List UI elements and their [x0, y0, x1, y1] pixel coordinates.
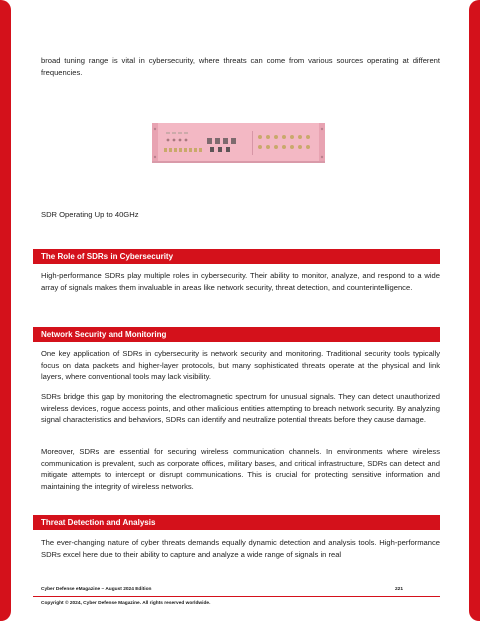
sdr-device-image — [152, 123, 325, 163]
section-paragraph: Moreover, SDRs are essential for securing wireless communication channels. In environments where wireless communication is prevalent, such as corporate offices, military bases, and critical infrastructure, SDRs can detect and mitigate attempts to intercept or disrupt communications. This is crucial for protecting sensitive information and maintaining the integrity of wireless networks. — [41, 447, 440, 491]
section-paragraph: SDRs bridge this gap by monitoring the electromagnetic spectrum for unusual signals. They can detect unauthorized wireless devices, rogue access points, and other malicious entities attempting to breach network security. By analyzing signal characteristics and behaviors, SDRs can identify and neutralize potential threats before they cause damage. — [41, 392, 440, 425]
left-page-edge — [0, 0, 11, 621]
figure-caption: SDR Operating Up to 40GHz — [41, 210, 139, 219]
footer-page-number: 221 — [395, 587, 404, 592]
section-heading-network-security: Network Security and Monitoring — [33, 327, 440, 342]
right-page-edge — [469, 0, 480, 621]
section-paragraph: One key application of SDRs in cybersecurity is network security and monitoring. Traditional security tools typically focus on data packets and higher-layer protocols, but many sophisticated threats operate at the physical and link layers, where conventional tools may lack visibility. — [41, 349, 440, 382]
section-paragraph: The ever-changing nature of cyber threats demands equally dynamic detection and analysis tools. High-performance SDRs excel here due to their ability to capture and analyze a wide range of signals in real — [41, 538, 440, 559]
section-heading-threat-detection: Threat Detection and Analysis — [33, 515, 440, 530]
footer-copyright: Copyright © 2024, Cyber Defense Magazine. All rights reserved worldwide. — [41, 601, 211, 606]
section-paragraph: High-performance SDRs play multiple roles in cybersecurity. Their ability to monitor, analyze, and respond to a wide array of signals makes them invaluable in areas like network security, threat detection, and counterintelligence. — [41, 271, 440, 292]
footer-divider — [33, 596, 440, 597]
footer-publication: Cyber Defense eMagazine – August 2024 Edition — [41, 587, 152, 592]
intro-paragraph: broad tuning range is vital in cybersecurity, where threats can come from various sources operating at different frequencies. — [41, 56, 440, 77]
section-heading-role-of-sdrs: The Role of SDRs in Cybersecurity — [33, 249, 440, 264]
